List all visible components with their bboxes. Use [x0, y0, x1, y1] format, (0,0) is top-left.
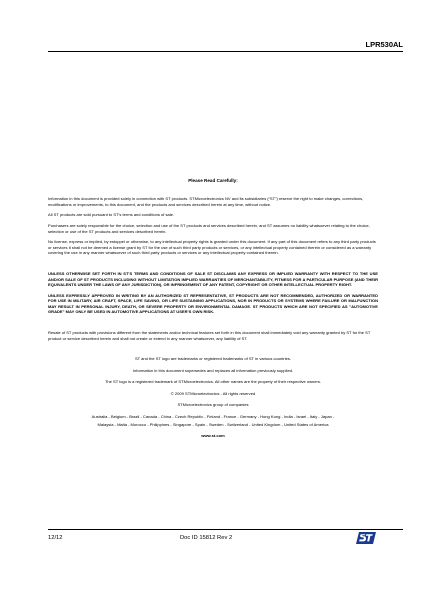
header-rule: [48, 51, 403, 52]
spacer: [48, 346, 378, 356]
notice-paragraph: No license, express or implied, by estoppel or otherwise, to any intellectual property rights is granted under this document. If any part of this document refers to any third party products or services it shall not be deemed a license grant by ST for the use of such third party products or services, or any intellectual property contained therein or considered as a warranty covering the use in any manner whatsoever of such third party products or services or any intellectual property contained therein.: [48, 239, 376, 256]
spacer: [48, 320, 378, 330]
legal-notice: [48, 178, 378, 445]
countries-line: Malaysia - Malta - Morocco - Philippines - Singapore - Spain - Sweden - Switzerland - United Kingdom - United States of America: [97, 421, 329, 427]
warranty-disclaimer: UNLESS OTHERWISE SET FORTH IN ST’S TERMS AND CONDITIONS OF SALE ST DISCLAIMS ANY EXPRESS OR IMPLIED WARRANTY WITH RESPECT TO THE USE AND/OR SALE OF ST PRODUCTS INCLUDING WITHOUT LIMITATION IMPLIED WARRANTIES OF MERCHANTABILITY, FITNESS FOR A PARTICULAR PURPOSE (AND THEIR EQUIVALENTS UNDER THE LAWS OF ANY JURISDICTION), OR INFRINGEMENT OF ANY PATENT, COPYRIGHT OR OTHER INTELLECTUAL PROPERTY RIGHT.: [48, 270, 378, 288]
website-link[interactable]: www.st.com: [201, 433, 225, 439]
st-logo-shape: [356, 532, 376, 544]
group-title: STMicroelectronics group of companies: [177, 402, 249, 408]
notice-heading: Please Read Carefully:: [188, 178, 238, 183]
footer-rule: [48, 529, 403, 530]
resale-paragraph: Resale of ST products with provisions different from the statements and/or technical features set forth in this document shall immediately void any warranty granted by ST for the ST product or service described herein and shall not create or extend in any manner whatsoever, any liability of ST.: [48, 330, 371, 341]
trademark-line: The ST logo is a registered trademark of STMicroelectronics. All other names are the property of their respective owners.: [104, 379, 322, 385]
st-logo-icon: [356, 532, 376, 544]
page-number: 12/12: [48, 535, 63, 541]
notice-paragraph: Purchasers are solely responsible for the choice, selection and use of the ST products and services described herein, and ST assumes no liability whatsoever relating to the choice, selection or use of the ST products and services described herein.: [48, 223, 370, 234]
notice-paragraph: Information in this document is provided solely in connection with ST products. STMicroelectronics NV and its subsidiaries (“ST”) reserve the right to make changes, corrections, modifications or improvements, to this document, and the products and services described herein at any time, without notice.: [48, 196, 364, 207]
spacer: [48, 261, 378, 271]
header-part-number: LPR530AL: [365, 40, 403, 49]
trademark-line: ST and the ST logo are trademarks or registered trademarks of ST in various countries.: [134, 356, 292, 362]
copyright-line: © 2009 STMicroelectronics - All rights reserved: [170, 390, 256, 396]
doc-id: Doc ID 15812 Rev 2: [180, 535, 233, 541]
notice-paragraph: All ST products are sold pursuant to ST’s terms and conditions of sale.: [48, 212, 175, 218]
countries-line: Australia - Belgium - Brazil - Canada - China - Czech Republic - Finland - France - Germany - Hong Kong - India - Israel - Italy - Japan -: [91, 414, 335, 420]
usage-restriction: UNLESS EXPRESSLY APPROVED IN WRITING BY AN AUTHORIZED ST REPRESENTATIVE, ST PRODUCTS ARE NOT RECOMMENDED, AUTHORIZED OR WARRANTED FOR USE IN MILITARY, AIR CRAFT, SPACE, LIFE SAVING, OR LIFE SUSTAINING APPLICATIONS, NOR IN PRODUCTS OR SYSTEMS WHERE FAILURE OR MALFUNCTION MAY RESULT IN PERSONAL INJURY, DEATH, OR SEVERE PROPERTY OR ENVIRONMENTAL DAMAGE. ST PRODUCTS WHICH ARE NOT SPECIFIED AS "AUTOMOTIVE GRADE" MAY ONLY BE USED IN AUTOMOTIVE APPLICATIONS AT USER’S OWN RISK.: [48, 292, 378, 315]
trademark-line: Information in this document supersedes and replaces all information previously supplied.: [132, 367, 294, 373]
